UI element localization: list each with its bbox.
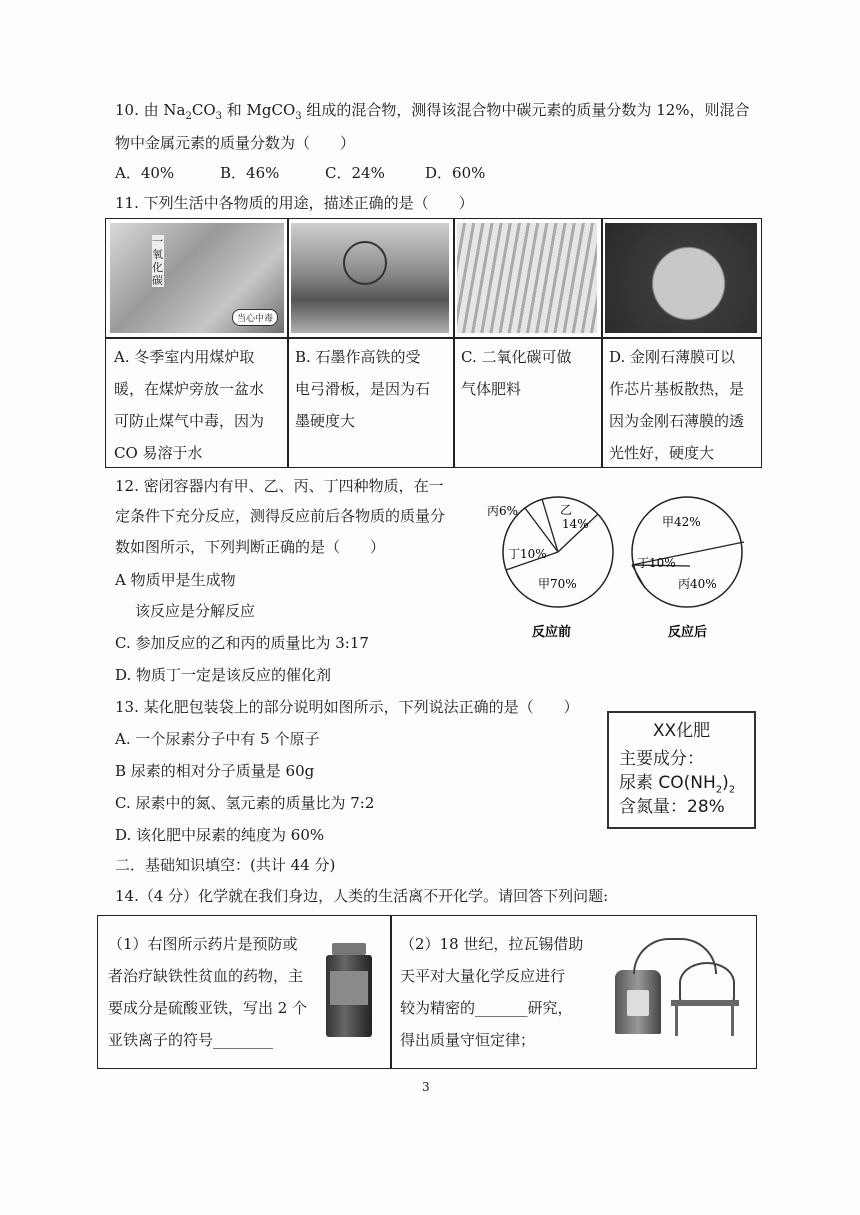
pie-after-caption: 反应后	[668, 625, 708, 640]
q11-cell-d: D. 金刚石薄膜可以 作芯片基板散热，是 因为金刚石薄膜的透 光性好，硬度大	[609, 348, 745, 462]
q13-option-a: A. 一个尿素分子中有 5 个原子	[115, 730, 320, 748]
q10-option-a: A．40%	[115, 164, 175, 182]
fertilizer-label-box	[607, 711, 756, 829]
q12-option-c: C. 参加反应的乙和丙的质量比为 3:17	[115, 634, 369, 652]
q12-pie-charts	[480, 490, 760, 650]
fertilizer-component-heading: 主要成分：	[619, 749, 704, 769]
pie-after-label-bing: 丙40%	[678, 577, 717, 591]
q14-right-text: （2）18 世纪，拉瓦锡借助 天平对大量化学反应进行 较为精密的_______研究， 得出质量守恒定律；	[400, 935, 584, 1049]
q11-stem: 11. 下列生活中各物质的用途，描述正确的是（ ）	[115, 194, 474, 212]
pantograph-photo	[291, 223, 449, 333]
q10-option-b: B．46%	[220, 164, 280, 182]
pie-before-label-ding: 丁10%	[508, 547, 547, 561]
pie-before-caption: 反应前	[532, 625, 572, 640]
pie-after-label-jia: 甲42%	[662, 515, 701, 529]
q14-stem: 14.（4 分）化学就在我们身边，人类的生活离不开化学。请回答下列问题:	[115, 887, 609, 905]
pie-before-label-yi: 乙	[560, 503, 573, 517]
q10-line1: 10. 由 $Na_2CO_3$ 和 MgCO$_3$ 组成的混合物，测得该混合物中碳元素的质量分数为 12%，则混合	[115, 101, 750, 122]
q11-cell-b: B. 石墨作高铁的受 电弓滑板，是因为石 墨硬度大	[295, 348, 431, 430]
q12-stem-line1: 12. 密闭容器内有甲、乙、丙、丁四种物质，在一	[115, 477, 444, 495]
medicine-bottle-image	[326, 943, 372, 1037]
pie-before-label-yi-pct: 14%	[562, 517, 589, 531]
section2-heading: 二．基础知识填空：(共计 44 分)	[115, 856, 336, 874]
coal-stove-photo	[110, 223, 284, 333]
fertilizer-title: XX化肥	[652, 721, 711, 741]
q11-cell-a: A. 冬季室内用煤炉取 暖，在煤炉旁放一盆水 可防止煤气中毒，因为 CO 易溶于水	[114, 348, 265, 462]
q13-option-d: D. 该化肥中尿素的纯度为 60%	[115, 826, 325, 844]
greenhouse-photo	[457, 223, 597, 333]
q12-stem-line2: 定条件下充分反应，测得反应前后各物质的质量分	[115, 507, 446, 525]
q14-left-text: （1）右图所示药片是预防或 者治疗缺铁性贫血的药物，主 要成分是硫酸亚铁，写出 2 个 亚铁离子的符号________	[108, 935, 308, 1049]
pie-before-label-bing: 丙6%	[487, 504, 519, 518]
q13-stem: 13. 某化肥包装袋上的部分说明如图所示，下列说法正确的是（ ）	[115, 698, 579, 716]
danger-bubble-label: 当心中毒	[232, 309, 278, 326]
q10-option-d: D．60%	[425, 164, 486, 182]
q13-option-c: C. 尿素中的氮、氢元素的质量比为 7:2	[115, 794, 375, 812]
q12-option-b: 该反应是分解反应	[135, 602, 256, 620]
page-number: 3	[422, 1080, 430, 1094]
q10-line2: 物中金属元素的质量分数为（ ）	[115, 134, 356, 152]
q13-option-b: B 尿素的相对分子质量是 60g	[115, 762, 315, 780]
q12-option-d: D. 物质丁一定是该反应的催化剂	[115, 666, 332, 684]
q12-stem-line3: 数如图所示，下列判断正确的是（ ）	[115, 538, 386, 556]
q11-table	[105, 218, 762, 468]
q14-table	[97, 915, 757, 1069]
diamond-film-photo	[605, 223, 757, 333]
pie-before-label-jia: 甲70%	[538, 577, 577, 591]
fertilizer-nitrogen: 含氮量：28%	[619, 797, 725, 817]
q12-option-a: A 物质甲是生成物	[115, 571, 236, 589]
fertilizer-formula: 尿素 $CO(NH_2)_2$	[619, 773, 736, 796]
q11-cell-c: C. 二氧化碳可做 气体肥料	[461, 348, 572, 398]
lavoisier-apparatus-image	[613, 932, 745, 1042]
co-sign-label: 一氧化碳	[152, 235, 163, 287]
pie-after-label-ding: 丁10%	[637, 556, 676, 570]
q10-option-c: C．24%	[325, 164, 385, 182]
